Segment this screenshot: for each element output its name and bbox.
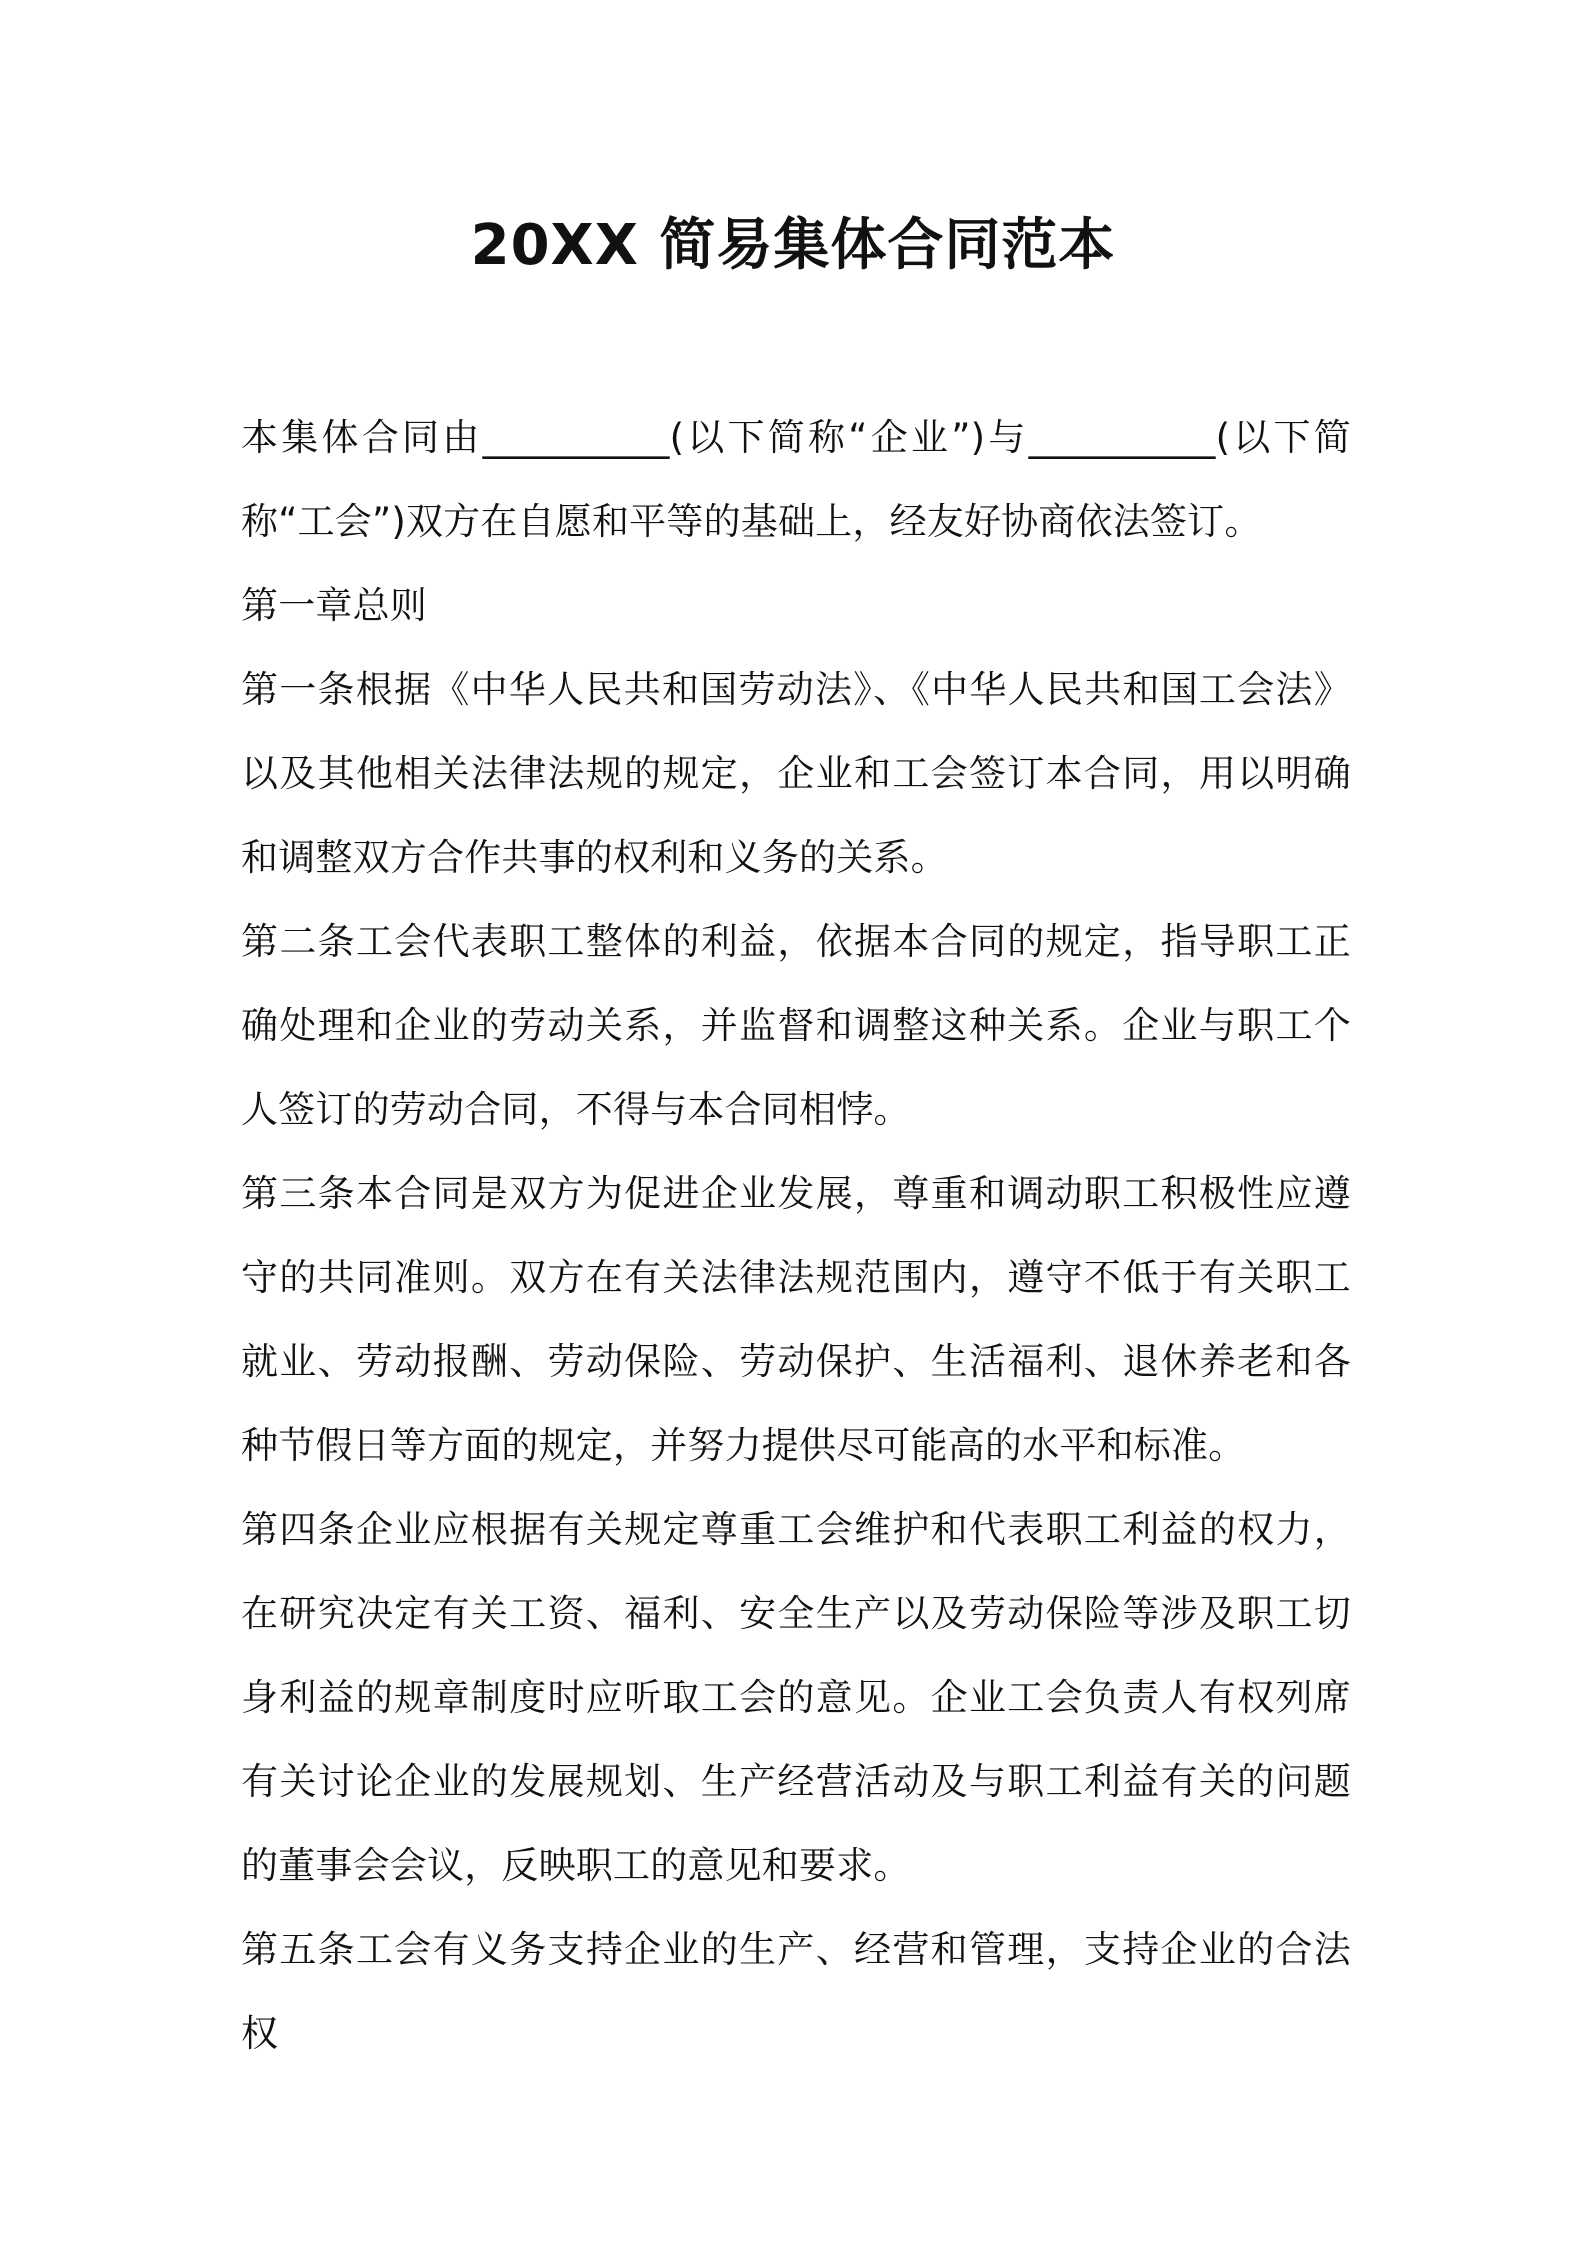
- document-title: 20XX 简易集体合同范本: [470, 213, 1116, 278]
- article-3-paragraph: 第三条本合同是双方为促进企业发展，尊重和调动职工积极性应遵守的共同准则。双方在有关法律法规范围内，遵守不低于有关职工就业、劳动报酬、劳动保险、劳动保护、生活福利、退休养老和各种节假日等方面的规定，并努力提供尽可能高的水平和标准。: [241, 1172, 1351, 1467]
- chapter-heading: 第一章总则: [241, 584, 427, 627]
- article-1-paragraph: 第一条根据《中华人民共和国劳动法》、《中华人民共和国工会法》以及其他相关法律法规的规定，企业和工会签订本合同，用以明确和调整双方合作共事的权利和义务的关系。: [241, 668, 1351, 879]
- document-body: [241, 396, 1351, 2076]
- article-2-paragraph: 第二条工会代表职工整体的利益，依据本合同的规定，指导职工正确处理和企业的劳动关系，并监督和调整这种关系。企业与职工个人签订的劳动合同，不得与本合同相悖。: [241, 920, 1351, 1131]
- intro-paragraph: 本集体合同由__________(以下简称“企业”)与__________(以下简称“工会”)双方在自愿和平等的基础上，经友好协商依法签订。: [241, 416, 1351, 543]
- article-4-paragraph: 第四条企业应根据有关规定尊重工会维护和代表职工利益的权力，在研究决定有关工资、福利、安全生产以及劳动保险等涉及职工切身利益的规章制度时应听取工会的意见。企业工会负责人有权列席有关讨论企业的发展规划、生产经营活动及与职工利益有关的问题的董事会会议，反映职工的意见和要求。: [241, 1508, 1351, 1887]
- article-5-paragraph: 第五条工会有义务支持企业的生产、经营和管理，支持企业的合法权: [241, 1928, 1351, 2055]
